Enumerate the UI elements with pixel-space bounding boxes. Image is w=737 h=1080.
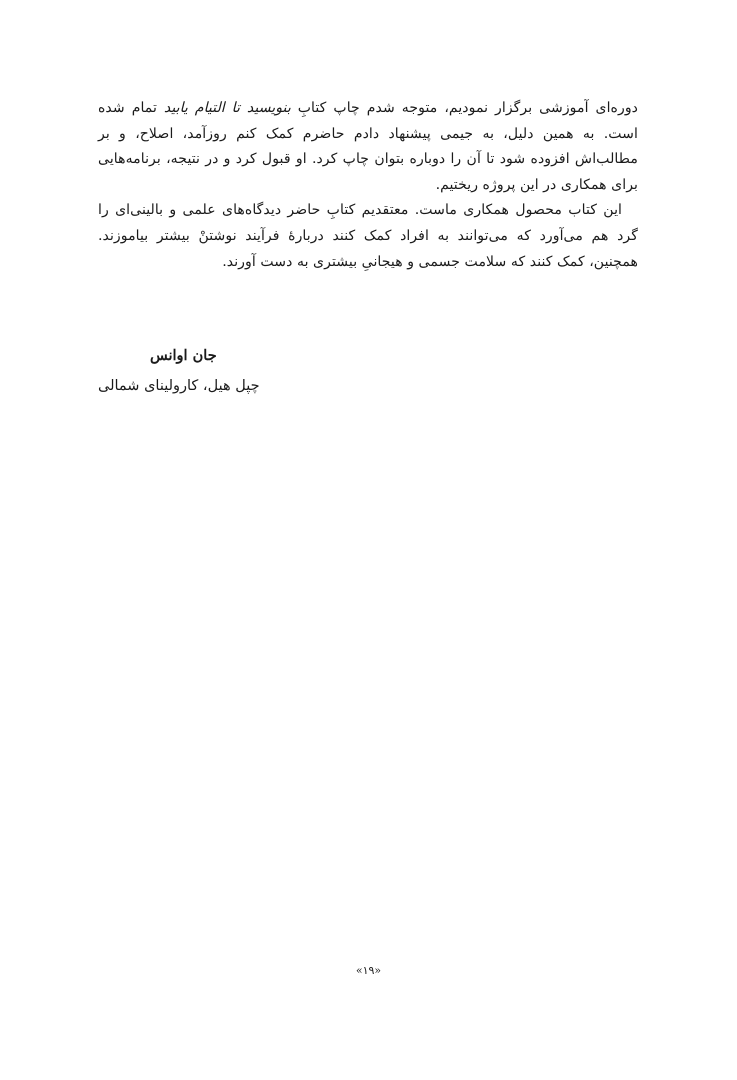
signature-block [98,346,638,396]
book-title: بنویسید تا التیام یابید [163,100,291,116]
body-text [98,96,638,275]
paragraph-1-lead: دوره‌ای آموزشی برگزار نمودیم، متوجه شدم چاپ کتابِ [290,100,638,116]
author-name: جان اوانس [150,347,217,364]
author-location: چپل هیل، کارولینای شمالی [98,378,260,394]
page-number: «۱۹» [355,964,382,977]
paragraph-2: این کتاب محصول همکاری ماست. معتقدیم کتابِ حاضر دیدگاه‌های علمی و بالینی‌ای را گرد هم می‌آورد که می‌توانند به افراد کمک کنند دربارهٔ فرآیند نوشتنْ بیشتر بیاموزند. همچنین، کمک کنند که سلامت جسمی و هیجانیِ بیشتری به دست آورند. [98,202,638,270]
paragraph-1-rest: تمام شده است. به همین دلیل، به جیمی پیشنهاد دادم حاضرم کمک کنم روزآمد، اصلاح، و بر مطالب‌اش افزوده شود تا آن را دوباره بتوان چاپ کرد. او قبول کرد و در نتیجه، برنامه‌هایی برای همکاری در این پروژه ریختیم. [98,100,638,193]
paragraph-1 [98,96,638,198]
